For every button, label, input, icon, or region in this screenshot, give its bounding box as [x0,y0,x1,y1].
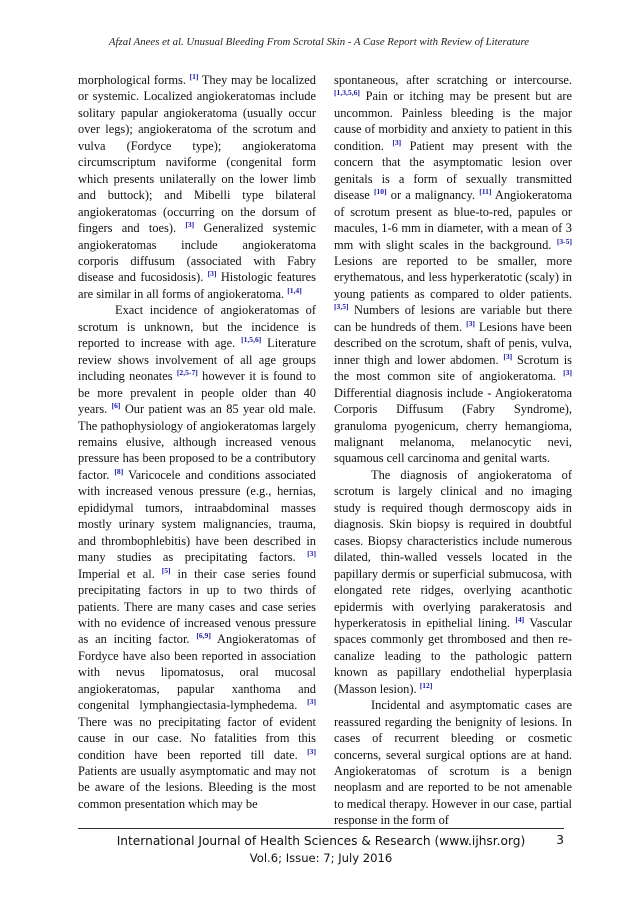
citation-reference[interactable]: [10] [373,187,387,197]
paragraph: spontaneous, after scratching or intercourse. [1,3,5,6] Pain or itching may be present but are uncommon. Painless bleeding is the major cause of morbidity and anxiety to patient in this condition. [3] Patient may present with the concern that the asymptomatic lesion over genitals is a form of sexually transmitted disease [10] or a malignancy. [11] Angiokeratoma of scrotum present as blue-to-red, papules or macules, 1-6 mm in diameter, with a mean of 3 mm with slight scales in the background. [3-5] Lesions are reported to be smaller, more erythematous, and less hyperkeratotic (scaly) in young patients as compared to older patients. [3,5] Numbers of lesions are variable but there can be hundreds of them. [3] Lesions have been described on the scrotum, shaft of penis, vulva, inner thigh and lower abdomen. [3] Scrotum is the most common site of angiokeratoma. [3] Differential diagnosis include - Angiokeratoma Corporis Diffusum (Fabry Syndrome), granuloma pyogenicum, cherry hemangioma, malignant melanoma, melanocytic nevi, squamous cell carcinoma and genital warts. [334,73,572,466]
citation-reference[interactable]: [5] [161,565,171,575]
citation-reference[interactable]: [3] [307,746,316,756]
citation-reference[interactable]: [3] [563,368,572,378]
footer-issue: Vol.6; Issue: 7; July 2016 [249,851,393,865]
citation-reference[interactable]: [4] [515,614,525,624]
citation-reference[interactable]: [11] [479,187,492,197]
right-column [334,72,572,829]
citation-reference[interactable]: [3-5] [556,236,572,246]
citation-reference[interactable]: [3,5] [334,302,349,312]
citation-reference[interactable]: [1] [189,72,199,81]
running-head: Afzal Anees et al. Unusual Bleeding From Scrotal Skin - A Case Report with Review of Literature [108,36,530,48]
citation-reference[interactable]: [2,5-7] [176,368,198,378]
citation-reference[interactable]: [3] [307,697,316,707]
paragraph: Incidental and asymptomatic cases are reassured regarding the benignity of lesions. In cases of recurrent bleeding or cosmetic concerns, several surgical options are at hand. Angiokeratomas of scrotum is a benign neoplasm and are reported to be not amenable to medical therapy. However in our case, partial response in the form of [334,698,572,828]
citation-reference[interactable]: [8] [114,466,124,476]
paragraph: morphological forms. [1] They may be localized or systemic. Localized angiokeratomas include solitary papular angiokeratoma (usually occur over legs); angiokeratoma of the scrotum and vulva (Fordyce type); angiokeratoma circumscriptum naviforme (congenital form which presents unilaterally on the lower limb and buttock); and Mibelli type bilateral angiokeratomas (occurring on the dorsum of fingers and toes). [3] Generalized systemic angiokeratomas include angiokeratoma corporis diffusum (associated with Fabry disease and fucosidosis). [3] Histologic features are similar in all forms of angiokeratoma. [1,4] [78,72,317,301]
footer-journal: International Journal of Health Sciences & Research (www.ijhsr.org) [116,834,526,848]
citation-reference[interactable]: [3] [503,351,513,361]
footer-divider [78,828,564,829]
left-column [78,72,316,812]
citation-reference[interactable]: [3] [466,318,475,328]
citation-reference[interactable]: [6,9] [196,631,211,641]
footer [78,833,564,867]
citation-reference[interactable]: [1,4] [287,285,302,295]
citation-reference[interactable]: [3] [392,137,402,147]
paragraph: The diagnosis of angiokeratoma of scrotum is largely clinical and no imaging study is required though dermoscopy aids in diagnosis. Skin biopsy is required in doubtful cases. Biopsy characteristics include numerous dilated, thin-walled vessels located in the papillary dermis or superficial submucosa, with elongated rete ridges, overlying acanthotic epidermis with overlying parakeratosis and hyperkeratosis in epithelial lining. [4] Vascular spaces commonly get thrombosed and then re-canalize leading to the pathologic pattern known as papillary endothelial hyperplasia (Masson lesion). [12] [334,467,572,696]
citation-reference[interactable]: [3] [207,269,217,279]
citation-reference[interactable]: [12] [419,680,433,690]
paragraph: Exact incidence of angiokeratomas of scrotum is unknown, but the incidence is reported to increase with age. [1,5,6] Literature review shows involvement of all age groups including neonates [2,5-7] however it is found to be more prevalent in people older than 40 years. [6] Our patient was an 85 year old male. The pathophysiology of angiokeratomas largely remains elusive, although increased venous pressure has been proposed to be a contributory factor. [8] Varicocele and conditions associated with increased venous pressure (e.g., hernias, epididymal tumors, intraabdominal masses mostly urinary system malignancies, trauma, and thrombophlebitis) have been described in many studies as precipitating factors. [3] Imperial et al. [5] in their case series found precipitating factors in up to two thirds of patients. There are many cases and case series with no evidence of increased venous pressure as an inciting factor. [6,9] Angiokeratomas of Fordyce have also been reported in association with nevus lipomatosus, oral mucosal angiokeratomas, papular xanthoma and congenital lymphangiectasia-lymphedema. [3] There was no precipitating factor of evident cause in our case. No fatalities from this condition have been reported till date. [3] Patients are usually asymptomatic and may not be aware of the lesions. Bleeding is the most common presentation which may be [78,303,317,811]
page-number: 3 [556,833,564,847]
citation-reference[interactable]: [3] [307,549,316,559]
citation-reference[interactable]: [1,3,5,6] [334,88,360,98]
citation-reference[interactable]: [1,5,6] [241,335,262,345]
citation-reference[interactable]: [6] [111,401,121,411]
citation-reference[interactable]: [3] [185,220,195,230]
